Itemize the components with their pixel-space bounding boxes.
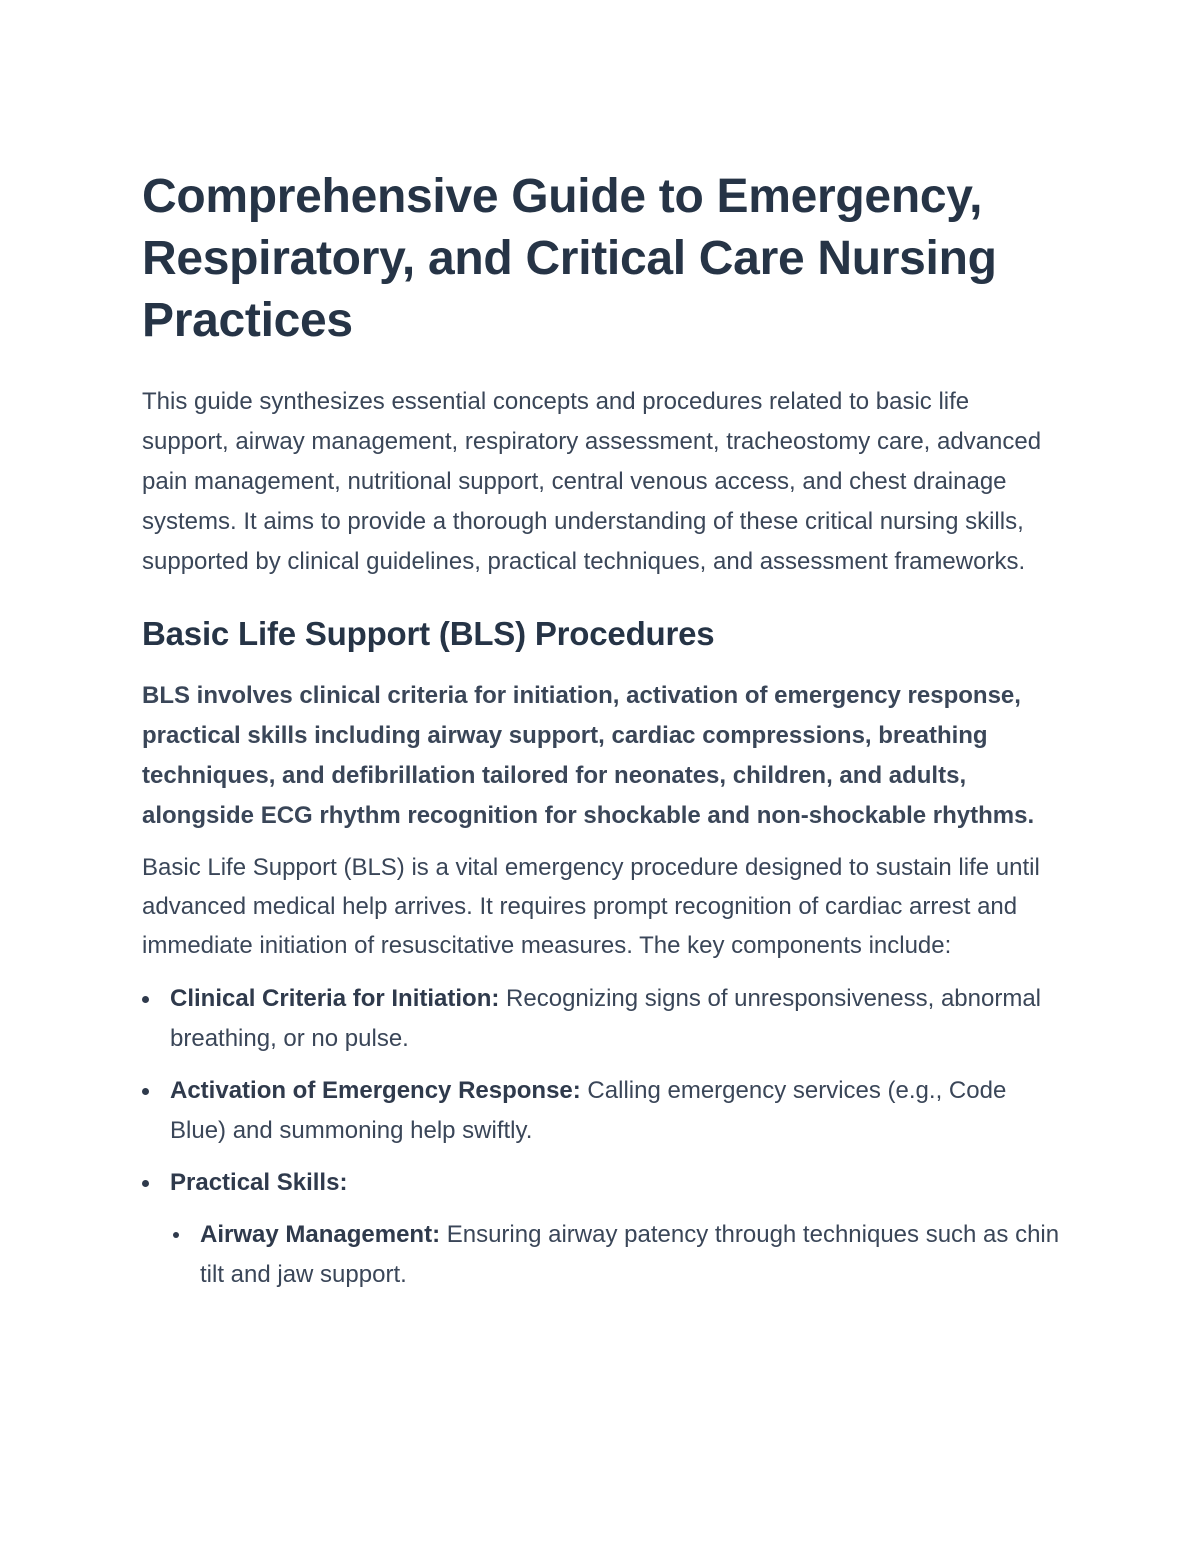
document-title: Comprehensive Guide to Emergency, Respiratory, and Critical Care Nursing Practices xyxy=(142,170,997,347)
components-list xyxy=(142,979,1062,1295)
list-item-label: Practical Skills: xyxy=(170,1169,348,1196)
list-item-label: Activation of Emergency Response: xyxy=(170,1077,581,1104)
sub-bullet-icon xyxy=(173,1232,179,1238)
sub-list xyxy=(170,1215,1062,1295)
document-page xyxy=(142,166,1062,1307)
intro-paragraph: This guide synthesizes essential concepts and procedures related to basic life support, airway management, respiratory assessment, tracheostomy care, advanced pain management, nutritional support, central venous access, and chest drainage systems. It aims to provide a thorough understanding of these critical nursing skills, supported by clinical guidelines, practical techniques, and assessment frameworks. xyxy=(142,388,1042,575)
list-item-text: Recognizing signs of unresponsiveness, abnormal breathing, or no pulse. xyxy=(170,985,1042,1052)
section-heading-bls: Basic Life Support (BLS) Procedures xyxy=(142,615,715,652)
list-item-text: Calling emergency services (e.g., Code Blue) and summoning help swiftly. xyxy=(170,1077,1007,1144)
list-item xyxy=(142,1071,1062,1151)
bullet-icon xyxy=(142,1088,149,1095)
bullet-icon xyxy=(142,996,149,1003)
sub-list-item-text: Ensuring airway patency through techniques such as chin tilt and jaw support. xyxy=(200,1221,1060,1288)
section-body-paragraph: Basic Life Support (BLS) is a vital emergency procedure designed to sustain life until advanced medical help arrives. It requires prompt recognition of cardiac arrest and immediate initiation of resuscitative measures. The key components include: xyxy=(142,854,1040,959)
list-item xyxy=(142,979,1062,1059)
list-item-label: Clinical Criteria for Initiation: xyxy=(170,985,500,1012)
sub-list-item xyxy=(170,1215,1062,1295)
section-summary: BLS involves clinical criteria for initiation, activation of emergency response, practical skills including airway support, cardiac compressions, breathing techniques, and defibrillation tailored for neonates, children, and adults, alongside ECG rhythm recognition for shockable and non-shockable rhythms. xyxy=(142,682,1035,829)
sub-list-item-label: Airway Management: xyxy=(200,1221,441,1248)
list-item xyxy=(142,1163,1062,1295)
bullet-icon xyxy=(142,1180,149,1187)
